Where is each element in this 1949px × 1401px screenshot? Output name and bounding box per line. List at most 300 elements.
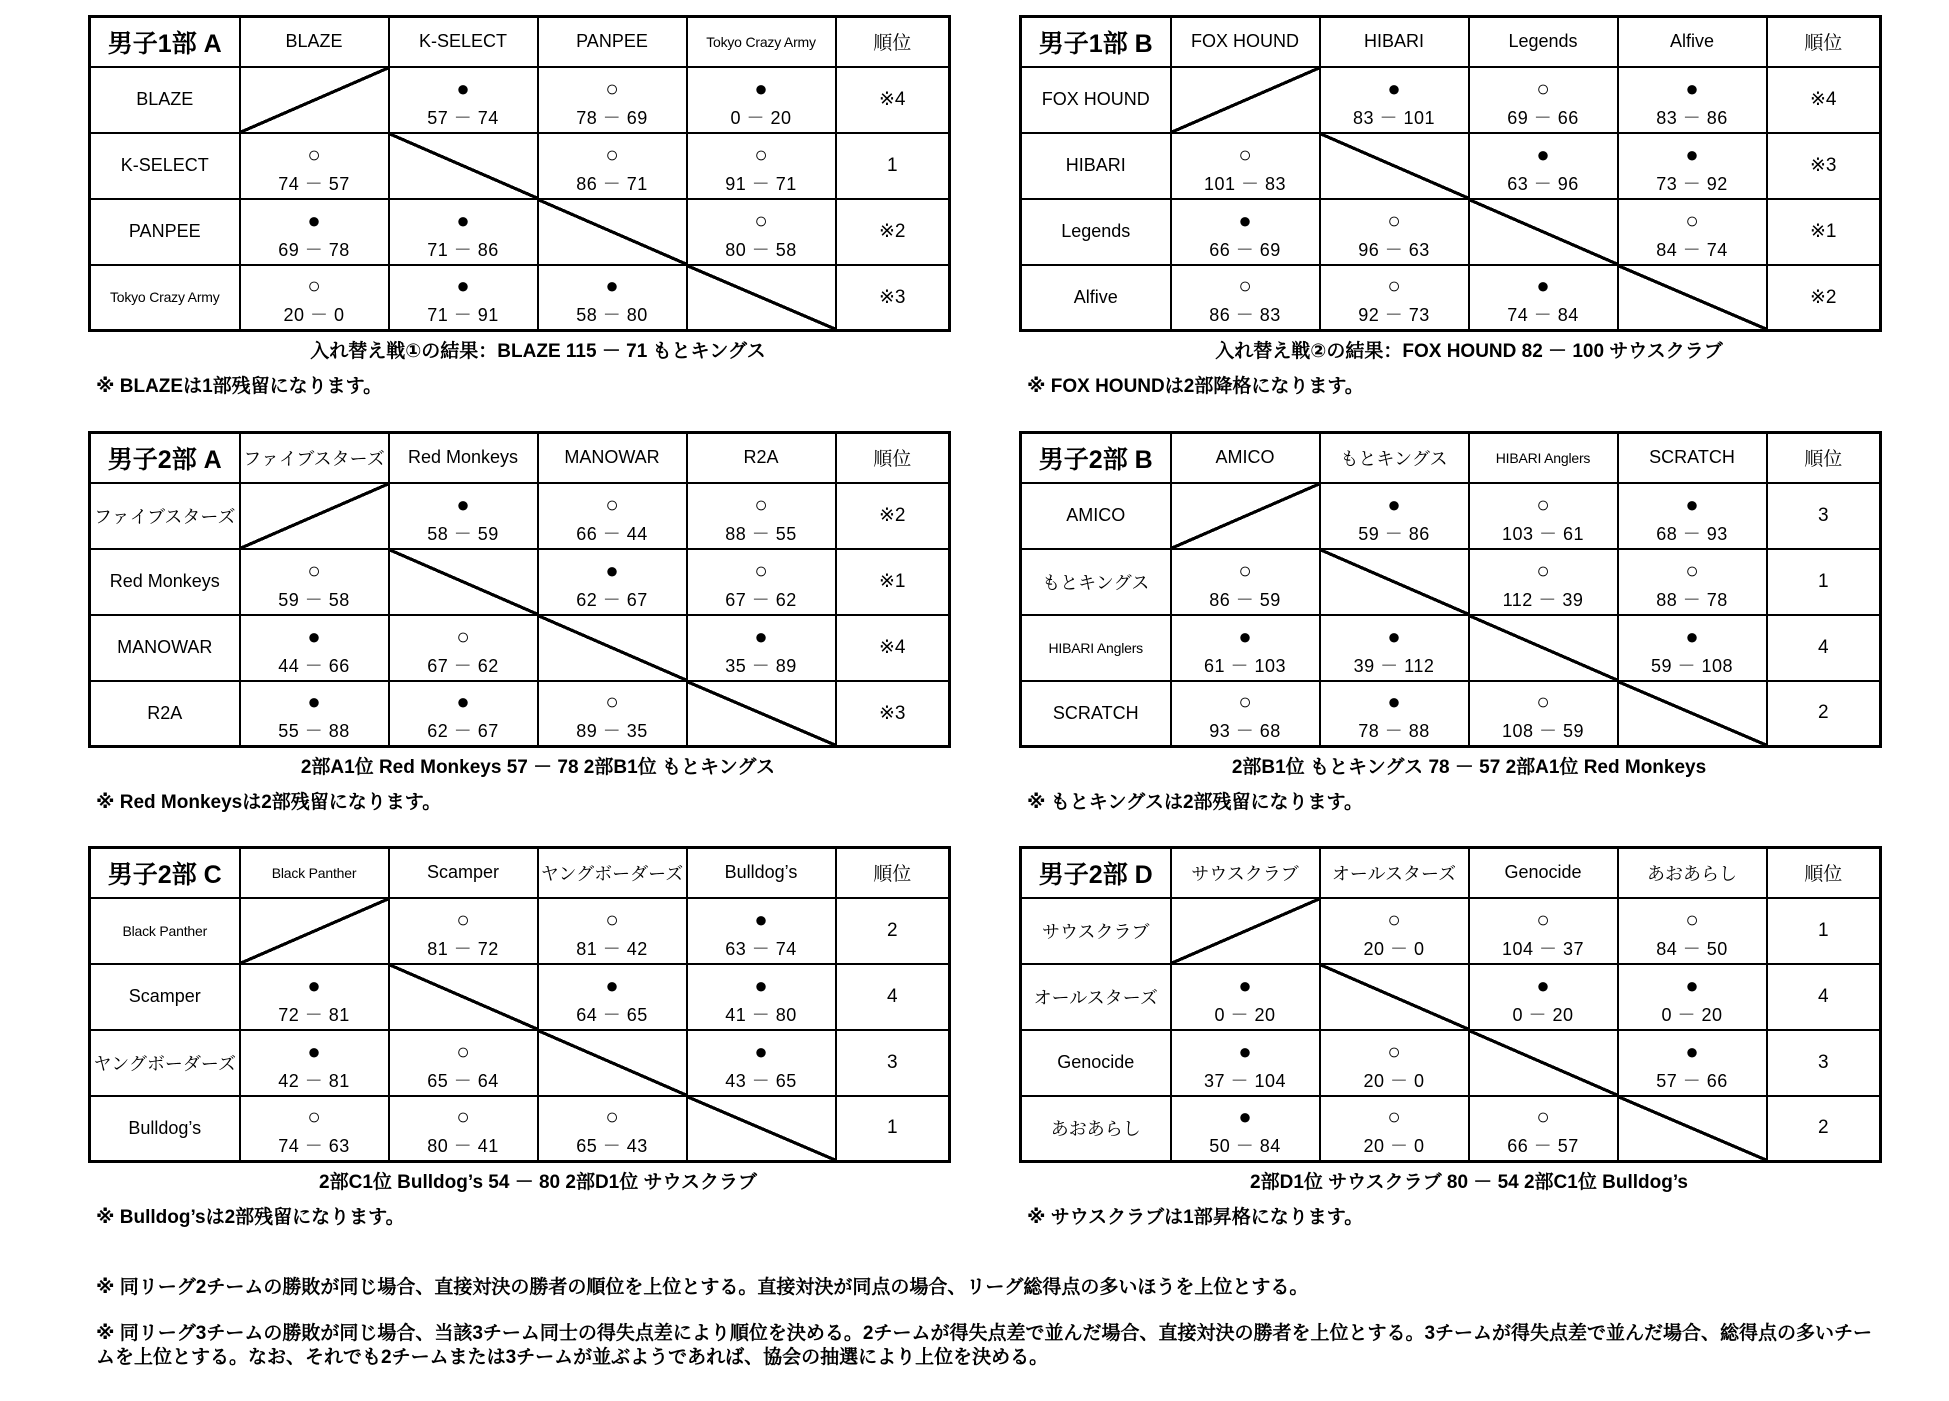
- team-row: [1021, 681, 1881, 747]
- match-score: 41 － 80: [725, 1004, 797, 1025]
- match-score: 91 － 71: [725, 173, 797, 194]
- rank-value: ※2: [836, 483, 950, 549]
- match-score: 101 － 83: [1203, 173, 1287, 194]
- match-result-cell: [240, 681, 389, 747]
- match-score: 55 － 88: [278, 721, 350, 742]
- win-mark: ○: [605, 75, 619, 101]
- match-score: 80 － 41: [427, 1136, 499, 1157]
- win-mark: ○: [307, 273, 321, 299]
- match-score: 71 － 86: [427, 239, 499, 260]
- loss-mark: ●: [1387, 689, 1401, 715]
- team-row: [90, 483, 950, 549]
- match-score: 103 － 61: [1501, 523, 1585, 544]
- match-result-cell: [538, 133, 687, 199]
- column-team-name: BLAZE: [240, 17, 389, 67]
- standings-grid: [1019, 15, 1882, 332]
- diagonal-cell: [687, 1096, 836, 1162]
- win-mark: ○: [1387, 1104, 1401, 1130]
- league-note: ※ サウスクラブは1部昇格になります。: [1027, 1207, 1364, 1228]
- row-team-name: AMICO: [1021, 483, 1171, 549]
- match-result-cell: [389, 898, 538, 964]
- match-score: 39 － 112: [1353, 655, 1435, 676]
- team-row: [90, 898, 950, 964]
- league-title: 男子1部 A: [90, 17, 240, 67]
- match-score: 83 － 86: [1656, 107, 1728, 128]
- win-mark: ○: [1536, 689, 1550, 715]
- league-title: 男子2部 B: [1021, 433, 1171, 483]
- rank-value: 1: [836, 133, 950, 199]
- match-result-cell: [1469, 1096, 1618, 1162]
- match-result-cell: [687, 549, 836, 615]
- rank-header: 順位: [1767, 433, 1881, 483]
- win-mark: ○: [1536, 557, 1550, 583]
- row-team-name: ヤングボーダーズ: [90, 1030, 240, 1096]
- column-team-name: サウスクラブ: [1171, 848, 1320, 898]
- match-score: 92 － 73: [1358, 305, 1430, 326]
- match-result-cell: [1618, 615, 1767, 681]
- loss-mark: ●: [1685, 1038, 1699, 1064]
- loss-mark: ●: [456, 689, 470, 715]
- loss-mark: ●: [1238, 1038, 1252, 1064]
- win-mark: ○: [605, 1104, 619, 1130]
- row-team-name: サウスクラブ: [1021, 898, 1171, 964]
- diagonal-cell: [240, 898, 389, 964]
- column-team-name: Genocide: [1469, 848, 1618, 898]
- loss-mark: ●: [307, 623, 321, 649]
- match-score: 61 － 103: [1203, 655, 1287, 676]
- league-table-men-2-a: [88, 431, 948, 814]
- team-row: [1021, 964, 1881, 1030]
- match-result-cell: [1618, 483, 1767, 549]
- match-score: 57 － 66: [1656, 1070, 1728, 1091]
- column-team-name: Tokyo Crazy Army: [687, 17, 836, 67]
- league-note: ※ Bulldog’sは2部残留になります。: [96, 1207, 405, 1228]
- match-result-cell: [538, 964, 687, 1030]
- loss-mark: ●: [456, 273, 470, 299]
- league-table-men-2-b: [1019, 431, 1879, 814]
- win-mark: ○: [1536, 75, 1550, 101]
- loss-mark: ●: [605, 273, 619, 299]
- win-mark: ○: [1238, 689, 1252, 715]
- match-score: 63 － 74: [725, 938, 797, 959]
- header-row: [90, 433, 950, 483]
- win-mark: ○: [754, 141, 768, 167]
- match-score: 69 － 66: [1507, 107, 1579, 128]
- column-team-name: SCRATCH: [1618, 433, 1767, 483]
- league-title: 男子2部 C: [90, 848, 240, 898]
- diagonal-cell: [1320, 964, 1469, 1030]
- loss-mark: ●: [1685, 141, 1699, 167]
- row-team-name: Tokyo Crazy Army: [90, 265, 240, 331]
- match-result-cell: [538, 265, 687, 331]
- header-row: [90, 17, 950, 67]
- team-row: [1021, 67, 1881, 133]
- rank-value: 4: [1767, 964, 1881, 1030]
- header-row: [90, 848, 950, 898]
- match-score: 64 － 65: [576, 1004, 648, 1025]
- team-row: [90, 67, 950, 133]
- match-result-cell: [687, 199, 836, 265]
- match-score: 59 － 58: [278, 589, 350, 610]
- diagonal-cell: [1320, 133, 1469, 199]
- match-score: 37 － 104: [1203, 1070, 1287, 1091]
- loss-mark: ●: [456, 75, 470, 101]
- diagonal-cell: [687, 681, 836, 747]
- match-result-cell: [538, 898, 687, 964]
- rank-value: 4: [836, 964, 950, 1030]
- win-mark: ○: [307, 557, 321, 583]
- column-team-name: Alfive: [1618, 17, 1767, 67]
- loss-mark: ●: [1685, 623, 1699, 649]
- loss-mark: ●: [307, 1038, 321, 1064]
- win-mark: ○: [1238, 557, 1252, 583]
- diagonal-cell: [389, 133, 538, 199]
- match-result-cell: [1469, 265, 1618, 331]
- match-result-cell: [1469, 898, 1618, 964]
- rank-value: ※3: [836, 681, 950, 747]
- loss-mark: ●: [456, 491, 470, 517]
- match-result-cell: [240, 1096, 389, 1162]
- standings-grid: [1019, 846, 1882, 1163]
- win-mark: ○: [754, 491, 768, 517]
- match-result-cell: [240, 549, 389, 615]
- match-result-cell: [1171, 964, 1320, 1030]
- loss-mark: ●: [1238, 207, 1252, 233]
- win-mark: ○: [307, 1104, 321, 1130]
- team-row: [1021, 265, 1881, 331]
- match-result-cell: [1171, 681, 1320, 747]
- win-mark: ○: [1685, 557, 1699, 583]
- standings-grid: [88, 431, 951, 748]
- match-score: 86 － 59: [1209, 589, 1281, 610]
- win-mark: ○: [307, 141, 321, 167]
- column-team-name: AMICO: [1171, 433, 1320, 483]
- match-score: 66 － 44: [576, 523, 648, 544]
- diagonal-cell: [538, 199, 687, 265]
- league-note: ※ もとキングスは2部残留になります。: [1027, 792, 1364, 813]
- match-score: 84 － 50: [1656, 938, 1728, 959]
- match-score: 20 － 0: [1363, 1070, 1425, 1091]
- match-result-cell: [538, 549, 687, 615]
- match-result-cell: [1469, 67, 1618, 133]
- match-result-cell: [1320, 898, 1469, 964]
- playoff-result: 2部B1位 もとキングス 78 － 57 2部A1位 Red Monkeys: [1231, 757, 1707, 778]
- match-score: 0 － 20: [1214, 1004, 1276, 1025]
- column-team-name: HIBARI Anglers: [1469, 433, 1618, 483]
- team-row: [90, 615, 950, 681]
- match-result-cell: [1320, 1096, 1469, 1162]
- rank-header: 順位: [836, 433, 950, 483]
- loss-mark: ●: [456, 207, 470, 233]
- match-result-cell: [538, 1096, 687, 1162]
- league-note: ※ Red Monkeysは2部残留になります。: [96, 792, 442, 813]
- header-row: [1021, 17, 1881, 67]
- diagonal-cell: [389, 549, 538, 615]
- loss-mark: ●: [1685, 75, 1699, 101]
- match-score: 0 － 20: [730, 107, 792, 128]
- match-score: 108 － 59: [1501, 721, 1585, 742]
- match-result-cell: [389, 1096, 538, 1162]
- rank-value: 1: [1767, 898, 1881, 964]
- loss-mark: ●: [1536, 972, 1550, 998]
- row-team-name: R2A: [90, 681, 240, 747]
- tiebreak-rule-two-teams: ※ 同リーグ2チームの勝敗が同じ場合、直接対決の勝者の順位を上位とする。直接対決が同点の場合、リーグ総得点の多いほうを上位とする。: [96, 1277, 1309, 1298]
- match-result-cell: [1618, 549, 1767, 615]
- row-team-name: あおあらし: [1021, 1096, 1171, 1162]
- league-table-men-1-a: [88, 15, 948, 398]
- playoff-result: 2部D1位 サウスクラブ 80 － 54 2部C1位 Bulldog’s: [1250, 1172, 1688, 1193]
- league-table-men-2-c: [88, 846, 948, 1229]
- row-team-name: オールスターズ: [1021, 964, 1171, 1030]
- loss-mark: ●: [1238, 1104, 1252, 1130]
- match-result-cell: [1171, 133, 1320, 199]
- league-title: 男子2部 D: [1021, 848, 1171, 898]
- rank-value: ※3: [836, 265, 950, 331]
- row-team-name: PANPEE: [90, 199, 240, 265]
- win-mark: ○: [754, 557, 768, 583]
- win-mark: ○: [456, 1038, 470, 1064]
- win-mark: ○: [605, 491, 619, 517]
- loss-mark: ●: [1238, 623, 1252, 649]
- playoff-result: 入れ替え戦②の結果：FOX HOUND 82 － 100 サウスクラブ: [1215, 341, 1723, 362]
- match-result-cell: [538, 67, 687, 133]
- win-mark: ○: [605, 689, 619, 715]
- match-score: 57 － 74: [427, 107, 499, 128]
- match-score: 44 － 66: [278, 655, 350, 676]
- match-score: 42 － 81: [278, 1070, 350, 1091]
- match-score: 81 － 72: [427, 938, 499, 959]
- diagonal-cell: [538, 615, 687, 681]
- team-row: [1021, 615, 1881, 681]
- win-mark: ○: [1238, 273, 1252, 299]
- match-score: 86 － 83: [1209, 305, 1281, 326]
- rank-value: ※2: [1767, 265, 1881, 331]
- match-score: 67 － 62: [725, 589, 797, 610]
- match-score: 20 － 0: [283, 305, 345, 326]
- diagonal-cell: [1469, 1030, 1618, 1096]
- match-result-cell: [687, 133, 836, 199]
- team-row: [90, 199, 950, 265]
- rank-value: 2: [1767, 1096, 1881, 1162]
- match-result-cell: [1320, 1030, 1469, 1096]
- diagonal-cell: [1469, 615, 1618, 681]
- column-team-name: K-SELECT: [389, 17, 538, 67]
- match-score: 0 － 20: [1512, 1004, 1574, 1025]
- match-score: 88 － 78: [1656, 589, 1728, 610]
- win-mark: ○: [456, 1104, 470, 1130]
- rank-header: 順位: [836, 17, 950, 67]
- loss-mark: ●: [754, 972, 768, 998]
- match-result-cell: [1171, 265, 1320, 331]
- diagonal-cell: [687, 265, 836, 331]
- match-score: 66 － 57: [1507, 1136, 1579, 1157]
- rank-value: ※4: [836, 615, 950, 681]
- loss-mark: ●: [1536, 141, 1550, 167]
- loss-mark: ●: [1238, 972, 1252, 998]
- playoff-result: 2部C1位 Bulldog’s 54 － 80 2部D1位 サウスクラブ: [319, 1172, 757, 1193]
- loss-mark: ●: [1685, 972, 1699, 998]
- rank-header: 順位: [1767, 848, 1881, 898]
- win-mark: ○: [605, 141, 619, 167]
- row-team-name: もとキングス: [1021, 549, 1171, 615]
- loss-mark: ●: [754, 623, 768, 649]
- match-result-cell: [240, 133, 389, 199]
- diagonal-cell: [1171, 898, 1320, 964]
- match-result-cell: [240, 265, 389, 331]
- loss-mark: ●: [1685, 491, 1699, 517]
- loss-mark: ●: [307, 689, 321, 715]
- win-mark: ○: [1536, 906, 1550, 932]
- match-result-cell: [687, 615, 836, 681]
- header-row: [1021, 848, 1881, 898]
- match-result-cell: [240, 1030, 389, 1096]
- column-team-name: あおあらし: [1618, 848, 1767, 898]
- match-score: 112 － 39: [1502, 589, 1584, 610]
- loss-mark: ●: [605, 557, 619, 583]
- loss-mark: ●: [1387, 491, 1401, 517]
- win-mark: ○: [1387, 273, 1401, 299]
- team-row: [1021, 483, 1881, 549]
- diagonal-cell: [240, 483, 389, 549]
- rank-value: 1: [1767, 549, 1881, 615]
- rank-value: ※2: [836, 199, 950, 265]
- match-score: 62 － 67: [427, 721, 499, 742]
- match-score: 80 － 58: [725, 239, 797, 260]
- tiebreak-rule-three-teams: ※ 同リーグ3チームの勝敗が同じ場合、当該3チーム同士の得失点差により順位を決める。2チームが得失点差で並んだ場合、直接対決の勝者を上位とする。3チームが得失点差で並んだ場合、総得点の多いチームを上位とする。なお、それでも2チームまたは3チームが並ぶようであれば、協会の抽選により上位を決める。: [96, 1323, 1873, 1368]
- column-team-name: MANOWAR: [538, 433, 687, 483]
- row-team-name: ファイブスターズ: [90, 483, 240, 549]
- match-score: 58 － 80: [576, 305, 648, 326]
- row-team-name: Alfive: [1021, 265, 1171, 331]
- rank-value: 4: [1767, 615, 1881, 681]
- team-row: [90, 1030, 950, 1096]
- row-team-name: SCRATCH: [1021, 681, 1171, 747]
- row-team-name: Scamper: [90, 964, 240, 1030]
- rank-header: 順位: [1767, 17, 1881, 67]
- match-result-cell: [687, 483, 836, 549]
- win-mark: ○: [1387, 906, 1401, 932]
- match-result-cell: [1618, 964, 1767, 1030]
- match-result-cell: [389, 265, 538, 331]
- diagonal-cell: [1618, 1096, 1767, 1162]
- match-result-cell: [1469, 549, 1618, 615]
- match-score: 78 － 88: [1358, 721, 1430, 742]
- diagonal-cell: [538, 1030, 687, 1096]
- rank-value: 2: [1767, 681, 1881, 747]
- team-row: [1021, 1096, 1881, 1162]
- match-result-cell: [240, 964, 389, 1030]
- match-score: 88 － 55: [725, 523, 797, 544]
- column-team-name: Bulldog’s: [687, 848, 836, 898]
- match-result-cell: [687, 1030, 836, 1096]
- row-team-name: BLAZE: [90, 67, 240, 133]
- team-row: [90, 964, 950, 1030]
- diagonal-cell: [1171, 483, 1320, 549]
- rank-header: 順位: [836, 848, 950, 898]
- team-row: [90, 133, 950, 199]
- match-result-cell: [1320, 265, 1469, 331]
- win-mark: ○: [456, 906, 470, 932]
- loss-mark: ●: [605, 972, 619, 998]
- rank-value: 1: [836, 1096, 950, 1162]
- match-result-cell: [1618, 1030, 1767, 1096]
- team-row: [90, 549, 950, 615]
- league-note: ※ BLAZEは1部残留になります。: [96, 376, 383, 397]
- league-title: 男子1部 B: [1021, 17, 1171, 67]
- match-result-cell: [687, 964, 836, 1030]
- loss-mark: ●: [307, 207, 321, 233]
- match-score: 93 － 68: [1209, 721, 1281, 742]
- loss-mark: ●: [754, 75, 768, 101]
- win-mark: ○: [1387, 207, 1401, 233]
- match-result-cell: [1618, 133, 1767, 199]
- diagonal-cell: [389, 964, 538, 1030]
- match-result-cell: [687, 67, 836, 133]
- rank-value: 3: [1767, 483, 1881, 549]
- match-result-cell: [389, 483, 538, 549]
- row-team-name: K-SELECT: [90, 133, 240, 199]
- win-mark: ○: [754, 207, 768, 233]
- column-team-name: HIBARI: [1320, 17, 1469, 67]
- row-team-name: HIBARI: [1021, 133, 1171, 199]
- match-score: 78 － 69: [576, 107, 648, 128]
- column-team-name: Legends: [1469, 17, 1618, 67]
- match-result-cell: [1618, 67, 1767, 133]
- league-table-men-2-d: [1019, 846, 1879, 1229]
- loss-mark: ●: [754, 1038, 768, 1064]
- match-score: 62 － 67: [576, 589, 648, 610]
- team-row: [1021, 199, 1881, 265]
- diagonal-cell: [1469, 199, 1618, 265]
- match-score: 59 － 86: [1358, 523, 1430, 544]
- row-team-name: Black Panther: [90, 898, 240, 964]
- diagonal-cell: [1320, 549, 1469, 615]
- match-score: 59 － 108: [1650, 655, 1734, 676]
- loss-mark: ●: [754, 906, 768, 932]
- match-score: 96 － 63: [1358, 239, 1430, 260]
- win-mark: ○: [1685, 207, 1699, 233]
- win-mark: ○: [1238, 141, 1252, 167]
- match-result-cell: [389, 199, 538, 265]
- rank-value: ※1: [836, 549, 950, 615]
- match-score: 86 － 71: [576, 173, 648, 194]
- header-row: [1021, 433, 1881, 483]
- match-score: 71 － 91: [427, 305, 499, 326]
- row-team-name: Legends: [1021, 199, 1171, 265]
- row-team-name: HIBARI Anglers: [1021, 615, 1171, 681]
- rank-value: 3: [1767, 1030, 1881, 1096]
- match-result-cell: [1320, 681, 1469, 747]
- team-row: [1021, 133, 1881, 199]
- diagonal-cell: [1618, 681, 1767, 747]
- rank-value: 3: [836, 1030, 950, 1096]
- row-team-name: Bulldog’s: [90, 1096, 240, 1162]
- column-team-name: もとキングス: [1320, 433, 1469, 483]
- column-team-name: Red Monkeys: [389, 433, 538, 483]
- team-row: [90, 1096, 950, 1162]
- win-mark: ○: [1685, 906, 1699, 932]
- rank-value: ※4: [1767, 67, 1881, 133]
- match-score: 67 － 62: [427, 655, 499, 676]
- team-row: [90, 265, 950, 331]
- column-team-name: オールスターズ: [1320, 848, 1469, 898]
- diagonal-cell: [1171, 67, 1320, 133]
- column-team-name: FOX HOUND: [1171, 17, 1320, 67]
- match-result-cell: [389, 681, 538, 747]
- match-result-cell: [1320, 615, 1469, 681]
- diagonal-cell: [240, 67, 389, 133]
- match-result-cell: [1320, 199, 1469, 265]
